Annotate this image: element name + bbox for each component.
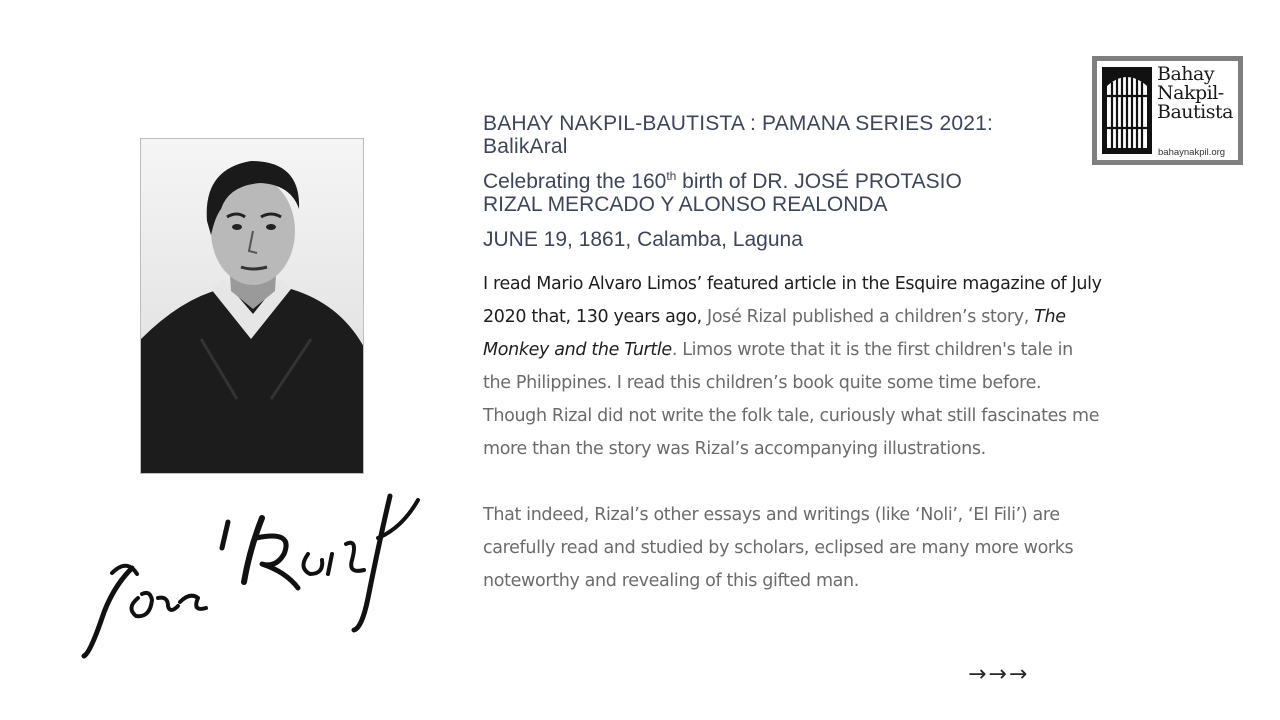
celebration-title (483, 170, 1103, 216)
slide-content (483, 112, 1103, 598)
birth-date-place: JUNE 19, 1861, Calamba, Laguna (483, 228, 803, 251)
series-title (483, 112, 1103, 158)
paragraph-1 (483, 268, 1105, 466)
logo-panel (1097, 61, 1238, 160)
paragraph-1-part-b: . Limos wrote that it is the first children's tale in the Philippines. I read this children’s book quite some time before. Though Rizal did not write the folk tale, curiously what still fascinates me more than the story was Rizal’s accompanying illustrations. (483, 340, 1100, 459)
series-title-line-1: BAHAY NAKPIL-BAUTISTA : PAMANA SERIES 2021: (483, 112, 994, 135)
portrait-illustration (141, 139, 364, 474)
story-title: The Monkey and the Turtle (483, 307, 1066, 360)
signature-icon (72, 478, 442, 668)
celebration-pre: Celebrating the 160 (483, 170, 667, 193)
next-arrows-icon[interactable]: →→→ (968, 662, 1030, 687)
logo-line-2: Nakpil- (1157, 82, 1224, 104)
celebration-line-1 (483, 170, 1103, 193)
article-body (483, 268, 1105, 598)
logo-line-3: Bautista (1157, 101, 1233, 123)
celebration-line-2: RIZAL MERCADO Y ALONSO REALONDA (483, 193, 888, 216)
logo-url: bahaynakpil.org (1158, 147, 1226, 158)
logo-wordmark (1157, 65, 1233, 122)
series-title-line-2: BalikAral (483, 135, 568, 158)
celebration-post: birth of DR. JOSÉ PROTASIO (676, 170, 962, 193)
bahay-nakpil-logo (1092, 56, 1243, 165)
paragraph-1-part-a: José Rizal published a children’s story, (707, 307, 1035, 327)
logo-line-1: Bahay (1157, 63, 1215, 85)
paragraph-2: That indeed, Rizal’s other essays and writings (like ‘Noli’, ‘El Fili’) are carefully read and studied by scholars, eclipsed are many more works noteworthy and revealing of this gifted man. (483, 505, 1074, 591)
portrait-photo (140, 138, 364, 474)
gate-icon (1101, 66, 1153, 155)
ordinal-suffix: th (666, 169, 677, 183)
paragraph-1-intro: I read Mario Alvaro Limos’ featured article in the Esquire magazine of July 2020 that, 130 years ago, (483, 274, 1102, 327)
